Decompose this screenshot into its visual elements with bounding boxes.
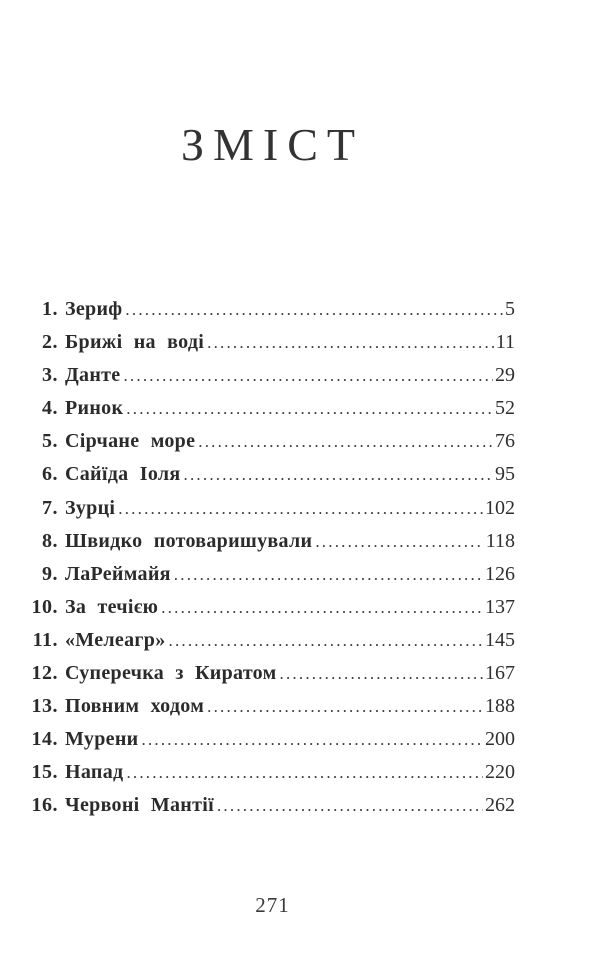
dot-leader	[141, 730, 483, 750]
toc-entry	[30, 298, 515, 331]
entry-page: 118	[485, 529, 515, 552]
entry-number: 6.	[42, 463, 58, 486]
entry-title: Повним ходом	[65, 695, 205, 718]
toc-entry	[30, 331, 515, 364]
dot-leader	[198, 432, 493, 452]
entry-page: 52	[495, 397, 515, 420]
entry-number: 15.	[31, 761, 58, 784]
toc-entry	[30, 397, 515, 430]
entry-page: 95	[495, 463, 515, 486]
toc-entry	[30, 364, 515, 397]
entry-page: 29	[495, 364, 515, 387]
toc-entry	[30, 563, 515, 596]
entry-page: 145	[485, 628, 515, 651]
dot-leader	[126, 399, 493, 419]
entry-number: 16.	[31, 794, 58, 817]
entry-title: Напад	[65, 761, 124, 784]
entry-title: Суперечка з Киратом	[65, 662, 277, 685]
dot-leader	[207, 333, 494, 353]
entry-title: Ринок	[65, 397, 124, 420]
entry-page: 102	[485, 496, 515, 519]
dot-leader	[118, 499, 483, 519]
entry-number: 4.	[42, 397, 58, 420]
toc-entry	[30, 430, 515, 463]
entry-title: Зурці	[65, 496, 116, 519]
toc-entry	[30, 695, 515, 728]
entry-title: Мурени	[65, 728, 139, 751]
dot-leader	[217, 796, 483, 816]
entry-title: Брижі на воді	[65, 331, 205, 354]
entry-page: 188	[485, 695, 515, 718]
entry-number: 7.	[42, 496, 58, 519]
page-number: 271	[255, 893, 290, 917]
entry-title: Сайїда Іоля	[65, 463, 181, 486]
dot-leader	[207, 697, 483, 717]
dot-leader	[315, 532, 483, 552]
entry-number: 13.	[31, 695, 58, 718]
entry-title: «Мелеагр»	[65, 628, 166, 651]
toc-entry	[30, 662, 515, 695]
entry-page: 11	[495, 331, 515, 354]
dot-leader	[161, 598, 483, 618]
dot-leader	[280, 664, 483, 684]
entry-page: 5	[505, 298, 515, 320]
dot-leader	[169, 631, 484, 651]
entry-page: 200	[485, 728, 515, 751]
entry-number: 1.	[42, 298, 58, 320]
entry-page: 167	[485, 662, 515, 685]
toc-entry	[30, 728, 515, 761]
toc-entry	[30, 629, 515, 662]
entry-number: 3.	[42, 364, 58, 387]
dot-leader	[125, 300, 503, 320]
dot-leader	[126, 763, 483, 783]
entry-title: Червоні Мантії	[65, 794, 214, 817]
entry-page: 220	[485, 761, 515, 784]
entry-number: 5.	[42, 430, 58, 453]
toc-entry	[30, 794, 515, 827]
entry-number: 10.	[31, 595, 58, 618]
entry-title: За течією	[65, 595, 159, 618]
table-of-contents	[30, 298, 515, 828]
entry-title: Зериф	[65, 298, 123, 320]
toc-entry	[30, 530, 515, 563]
entry-page: 76	[495, 430, 515, 453]
entry-number: 8.	[42, 529, 58, 552]
entry-number: 2.	[42, 331, 58, 354]
toc-entry	[30, 497, 515, 530]
entry-page: 262	[485, 794, 515, 817]
toc-entry	[30, 596, 515, 629]
dot-leader	[123, 366, 493, 386]
toc-entry	[30, 463, 515, 496]
entry-number: 11.	[32, 628, 58, 651]
entry-title: ЛаРеймайя	[65, 562, 171, 585]
entry-page: 126	[485, 562, 515, 585]
contents-title: ЗМІСТ	[180, 119, 365, 170]
dot-leader	[184, 465, 493, 485]
entry-number: 12.	[31, 662, 58, 685]
entry-page: 137	[485, 595, 515, 618]
entry-number: 14.	[31, 728, 58, 751]
entry-title: Сірчане море	[65, 430, 196, 453]
entry-title: Данте	[65, 364, 121, 387]
toc-entry	[30, 761, 515, 794]
entry-title: Швидко потоваришували	[65, 529, 313, 552]
dot-leader	[174, 565, 483, 585]
entry-number: 9.	[42, 562, 58, 585]
